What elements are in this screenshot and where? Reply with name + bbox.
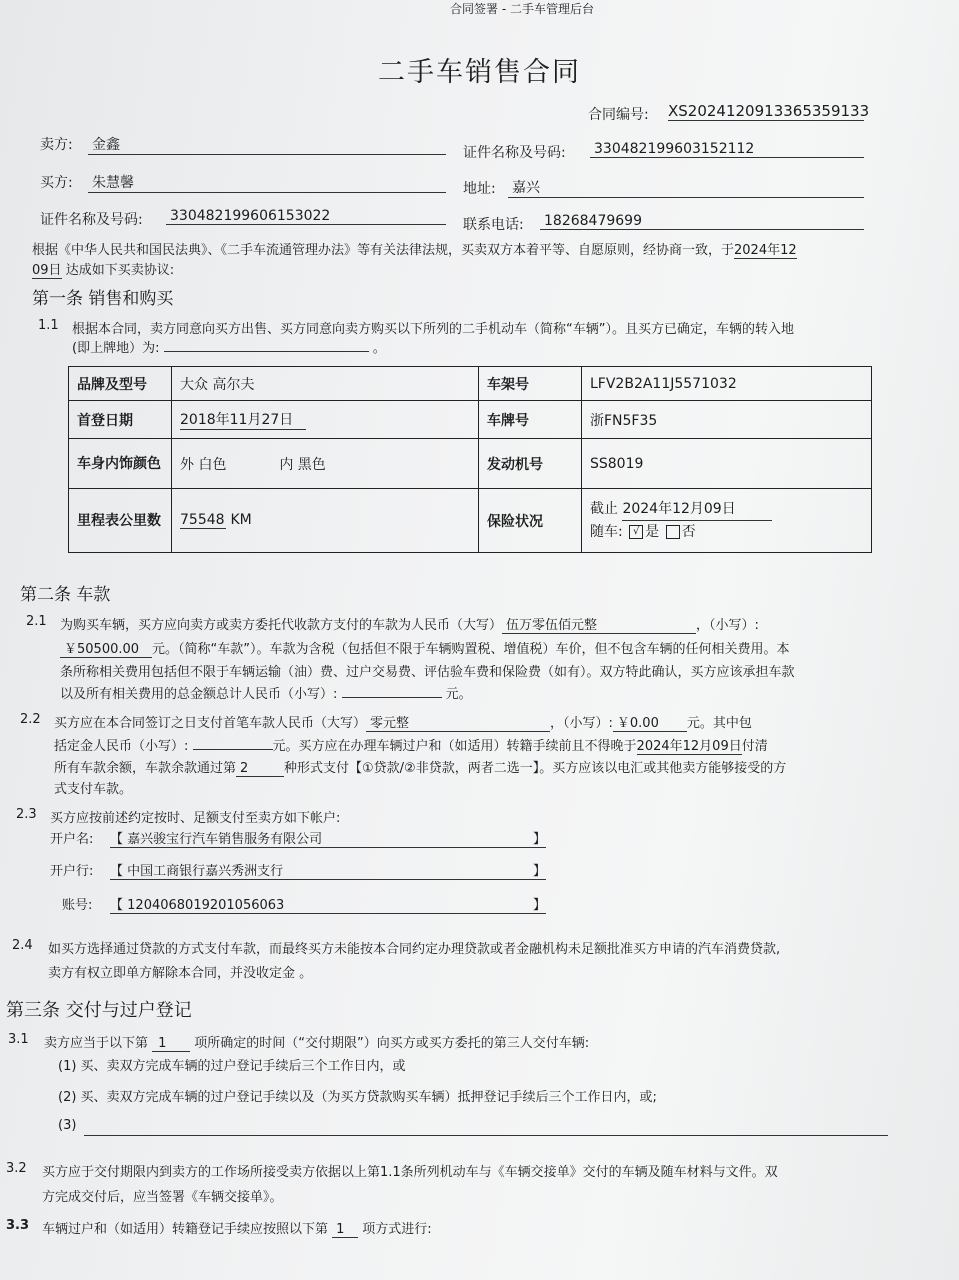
clause-2-1-text-4: 以及所有相关费用的总金额总计人民币（小写）:	[60, 687, 338, 702]
price-amount: ￥50500.00	[60, 638, 152, 658]
engine-value: SS8019	[582, 439, 872, 489]
browser-title: 合同签署 - 二手车管理后台	[450, 2, 594, 16]
bracket-left: 【	[110, 898, 124, 913]
option-3-blank	[84, 1135, 888, 1136]
account-no-label: 账号:	[62, 898, 93, 913]
clause-2-2-text-2: 元。买方应在办理车辆过户和（如适用）转籍手续前且不得晚于	[272, 739, 637, 754]
clause-2-1-text: 为购买车辆，买方应向卖方或卖方委托代收款方支付的车款为人民币（大写）	[60, 618, 503, 633]
payment-method: 2	[236, 761, 284, 777]
account-name-label: 开户名:	[50, 832, 94, 847]
insurance-until-date: 2024年12月09日	[622, 498, 772, 521]
checkbox-empty-icon[interactable]	[666, 525, 680, 539]
clause-3-1-text: 卖方应当于以下第	[44, 1036, 149, 1051]
clause-3-2-line-2: 方完成交付后，应当签署《车辆交接单》。	[42, 1190, 283, 1205]
delivery-item: 1	[152, 1036, 190, 1052]
buyer-id-label: 证件名称及号码:	[40, 212, 143, 228]
clause-2-1-line-3: 条所称相关费用包括但不限于车辆运输（油）费、过户交易费、评估验车费和保险费（如有）。双方特此确认，买方应该承担车款	[60, 665, 795, 680]
clause-3-3-text-2: 项方式进行:	[362, 1222, 432, 1237]
first-payment-upper: 零元整	[366, 712, 550, 732]
seller-id: 330482199603152112	[590, 141, 864, 158]
payoff-date: 2024年12月09日	[637, 735, 742, 755]
article-3-title: 第三条 交付与过户登记	[6, 1000, 192, 1021]
seller-name: 金鑫	[88, 134, 446, 155]
clause-2-3-num: 2.3	[16, 807, 37, 822]
contract-no: XS2024120913365359133	[668, 102, 870, 120]
intro-text	[32, 239, 797, 259]
bracket-left: 【	[110, 832, 124, 847]
clause-3-1-option-1: (1) 买、卖双方完成车辆的过户登记手续后三个工作日内，或	[58, 1059, 406, 1074]
clause-2-3-text: 买方应按前述约定按时、足额支付至卖方如下帐户:	[50, 811, 341, 826]
buyer-label: 买方:	[40, 175, 73, 191]
clause-3-2-num: 3.2	[6, 1161, 27, 1176]
intro-line-2: 达成如下买卖协议:	[65, 263, 175, 278]
phone-label: 联系电话:	[463, 217, 524, 233]
insurance-with-car	[590, 521, 863, 543]
clause-3-1-text-2: 项所确定的时间（“交付期限”）向买方或买方委托的第三人交付车辆:	[194, 1036, 590, 1051]
bracket-right: 】	[532, 898, 546, 913]
registration-place-blank	[164, 351, 369, 352]
clause-1-1-text: 根据本合同，卖方同意向买方出售、买方同意向卖方购买以下所列的二手机动车（简称“车辆”）。且买方已确定，车辆的转入地	[72, 322, 794, 337]
clause-2-4-line-2: 卖方有权立即单方解除本合同，并没收定金 。	[48, 966, 313, 981]
clause-2-2-line-3	[54, 757, 786, 777]
insurance-until-label: 截止	[590, 501, 618, 517]
table-row	[69, 367, 872, 401]
no-label: 否	[681, 524, 696, 540]
price-small-label: ，（小写）:	[696, 618, 759, 633]
clause-3-1-num: 3.1	[8, 1032, 29, 1047]
checkbox-checked-icon[interactable]: √	[629, 525, 643, 539]
deposit-label: 括定金人民币（小写）:	[54, 739, 189, 754]
account-name: 嘉兴骏宝行汽车销售服务有限公司	[127, 832, 323, 847]
table-row	[69, 489, 872, 553]
clause-3-1-option-2: (2) 买、卖双方完成车辆的过户登记手续以及（为买方贷款购买车辆）抵押登记手续后三个工作日内，或;	[58, 1090, 657, 1105]
plate-value: 浙FN5F35	[582, 401, 872, 439]
contract-no-label: 合同编号:	[588, 107, 649, 123]
engine-label: 发动机号	[479, 439, 582, 489]
insurance-label: 保险状况	[479, 489, 582, 553]
clause-2-1-line-1	[60, 614, 759, 634]
clause-2-2-text-3b: 种形式支付【①贷款/②非贷款，两者二选一】。买方应该以电汇或其他卖方能够接受的方	[284, 761, 787, 776]
intro-line-1: 根据《中华人民共和国民法典》、《二手车流通管理办法》等有关法律法规，买卖双方本着平等、自愿原则，经协商一致，于	[32, 243, 735, 258]
clause-3-1-option-3: (3)	[58, 1118, 77, 1133]
clause-2-4-num: 2.4	[12, 938, 33, 953]
clause-3-3-line-1	[42, 1218, 432, 1238]
insurance-value	[582, 489, 872, 553]
with-car-label: 随车:	[590, 524, 623, 540]
account-no-field	[110, 894, 546, 914]
seller-label: 卖方:	[40, 137, 73, 153]
clause-3-3-num: 3.3	[6, 1218, 30, 1233]
clause-2-1-line-2	[60, 638, 789, 658]
color-value	[172, 439, 479, 489]
account-name-field	[110, 828, 546, 848]
bracket-right: 】	[532, 864, 546, 879]
clause-2-1-text-2: 元。（简称“车款”）。车款为含税（包括但不限于车辆购置税、增值税）车价，但不包含车辆的任何相关费用。本	[152, 642, 790, 657]
seller-id-label: 证件名称及号码:	[463, 145, 566, 161]
clause-2-2-text-3: 所有车款余额，车款余款通过第	[54, 761, 237, 776]
vin-value: LFV2B2A11J5571032	[582, 367, 872, 401]
buyer-phone: 18268479699	[540, 213, 864, 230]
article-2-title: 第二条 车款	[20, 585, 111, 605]
reg-date: 2018年11月27日	[180, 409, 306, 430]
clause-2-1-num: 2.1	[26, 614, 47, 629]
clause-2-2-line-4: 式支付车款。	[54, 782, 133, 797]
vehicle-info-table	[68, 366, 872, 553]
first-payment-amount: ￥0.00	[613, 712, 687, 732]
clause-1-1-end: 。	[372, 341, 386, 356]
yes-label: 是	[645, 524, 660, 540]
mileage-value	[172, 489, 479, 553]
brand-value: 大众 高尔夫	[172, 367, 479, 401]
deposit-blank	[193, 749, 273, 750]
brand-label: 品牌及型号	[69, 367, 172, 401]
insurance-until	[590, 498, 863, 521]
intro-date-b: 09日	[32, 259, 62, 279]
contract-title: 二手车销售合同	[378, 57, 581, 88]
intro-date-a: 2024年12	[734, 239, 797, 259]
price-upper: 伍万零伍佰元整	[502, 614, 696, 634]
clause-3-1-line-1	[44, 1032, 589, 1052]
reg-date-label: 首登日期	[69, 401, 172, 439]
buyer-address: 嘉兴	[508, 177, 864, 198]
clause-1-1-num: 1.1	[38, 318, 59, 333]
table-row	[69, 439, 872, 489]
clause-2-4-line-1: 如买方选择通过贷款的方式支付车款，而最终买方未能按本合同约定办理贷款或者金融机构未足额批准买方申请的汽车消费贷款,	[48, 942, 781, 957]
reg-date-value	[172, 401, 479, 439]
transfer-item: 1	[332, 1222, 358, 1238]
table-row	[69, 401, 872, 439]
plate-label: 车牌号	[479, 401, 582, 439]
clause-3-3-text: 车辆过户和（如适用）转籍登记手续应按照以下第	[42, 1222, 329, 1237]
clause-2-1-end: 元。	[445, 687, 472, 702]
first-payment-small-label: ，（小写）:	[550, 716, 613, 731]
clause-2-1-line-4	[60, 683, 472, 702]
clause-2-2-line-2	[54, 735, 768, 755]
clause-2-2-line-1	[54, 712, 752, 732]
exterior-color: 外 白色	[180, 456, 227, 473]
total-amount-blank	[342, 697, 442, 698]
clause-3-2-line-1: 买方应于交付期限内到卖方的工作场所接受卖方依据以上第1.1条所列机动车与《车辆交接单》交付的车辆及随车材料与文件。双	[42, 1165, 778, 1180]
mileage: 75548	[180, 512, 225, 528]
account-bank: 中国工商银行嘉兴秀洲支行	[127, 864, 284, 879]
account-bank-label: 开户行:	[50, 864, 94, 879]
mileage-label: 里程表公里数	[69, 489, 172, 553]
intro-text-2	[32, 259, 174, 279]
address-label: 地址:	[463, 181, 496, 197]
clause-1-1-text-2	[72, 337, 386, 356]
article-1-title: 第一条 销售和购买	[32, 289, 174, 309]
clause-2-2-num: 2.2	[20, 712, 41, 727]
clause-2-2-end-1: 元。其中包	[686, 716, 752, 731]
interior-color: 内 黑色	[279, 456, 326, 473]
clause-2-2-text: 买方应在本合同签订之日支付首笔车款人民币（大写）	[54, 716, 367, 731]
account-no: 1204068019201056063	[127, 898, 285, 913]
bracket-right: 】	[532, 832, 546, 847]
vin-label: 车架号	[479, 367, 582, 401]
bracket-left: 【	[110, 864, 124, 879]
clause-2-2-text-2c: 付清	[741, 739, 768, 754]
clause-1-1-line-2: (即上牌地）为:	[72, 341, 160, 356]
buyer-name: 朱慧馨	[88, 172, 446, 193]
mileage-unit: KM	[230, 512, 252, 528]
buyer-id: 330482199606153022	[166, 208, 446, 225]
account-bank-field	[110, 860, 546, 880]
color-label: 车身内饰颜色	[69, 439, 172, 489]
